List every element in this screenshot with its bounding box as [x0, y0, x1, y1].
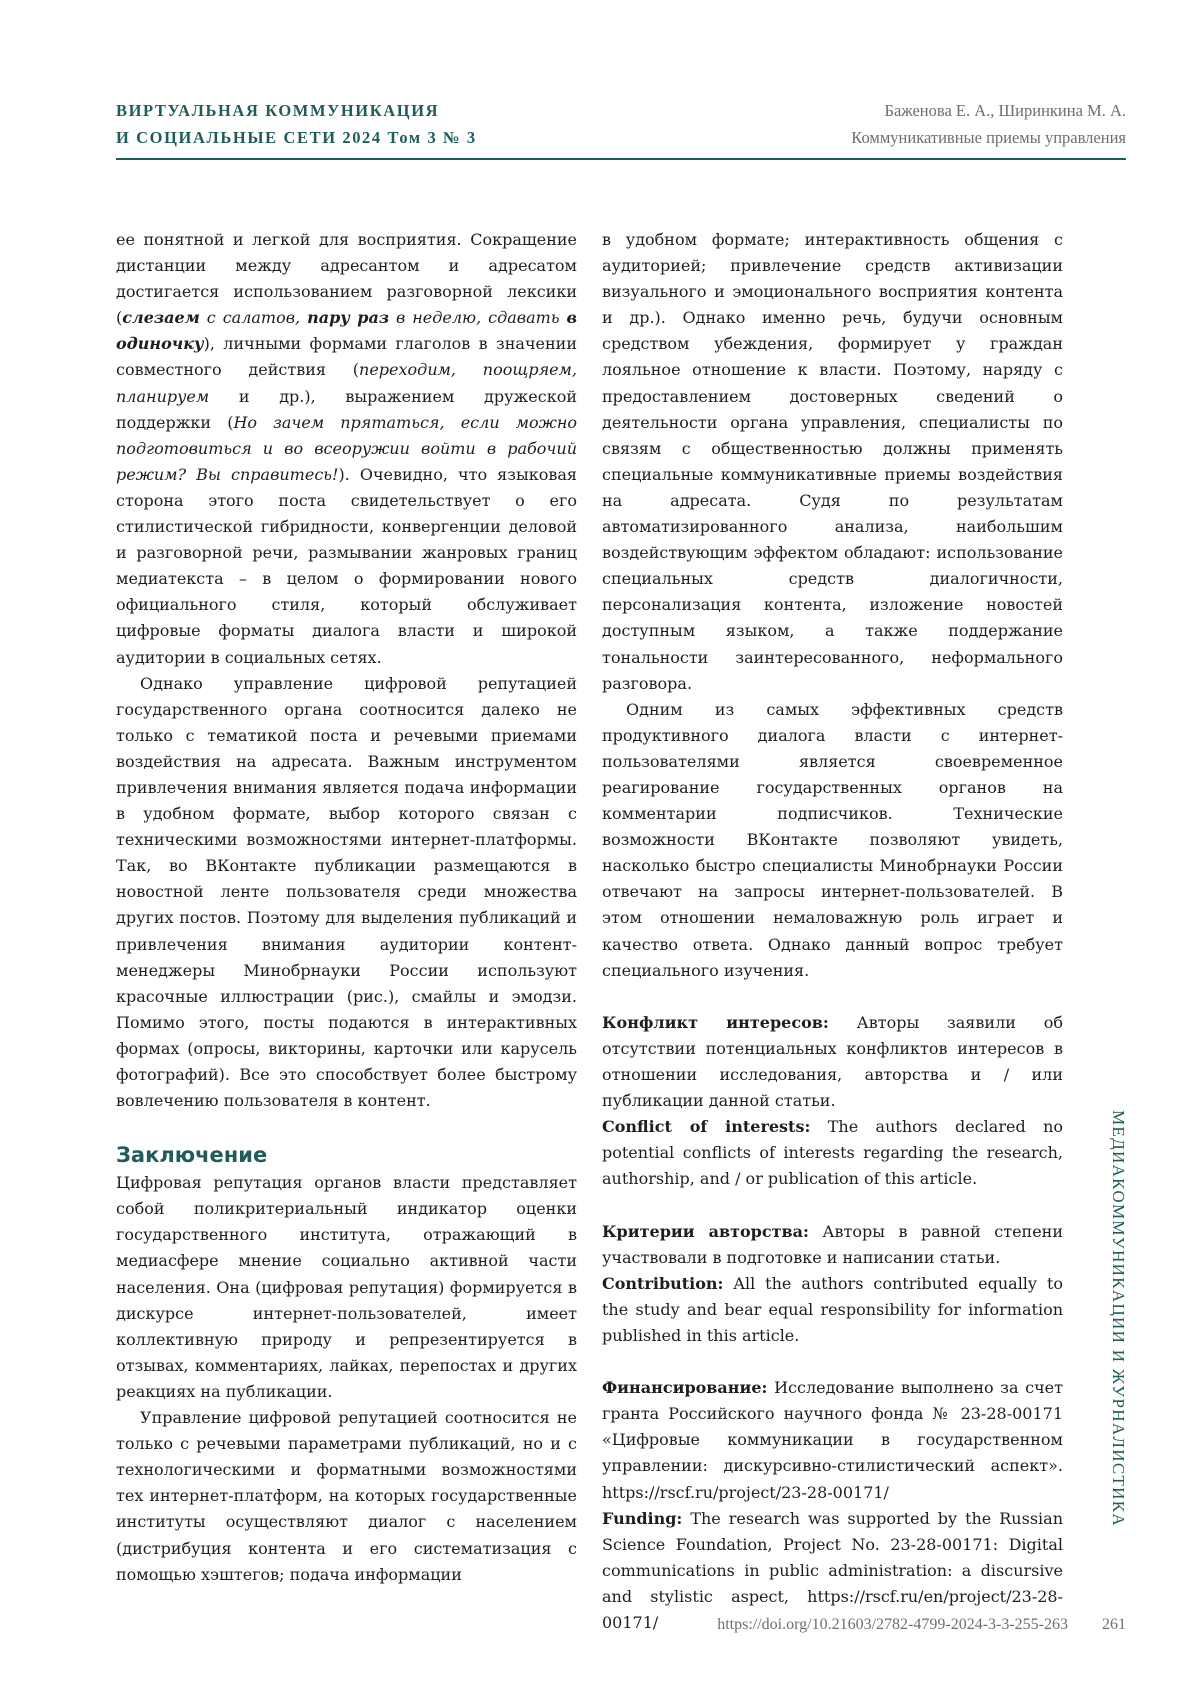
running-head — [686, 97, 1126, 151]
header-divider — [116, 158, 1126, 160]
journal-header — [116, 97, 636, 151]
paragraph: Одним из самых эффективных средств продуктивного диалога власти с интернет-пользователями является своевременное реагирование государственных органов на комментарии подписчиков. Технические возможности ВКонтакте позволяют увидеть, насколько быстро специалисты Минобрнауки России отвечают на запросы интернет-пользователей. В этом отношении немаловажную роль играет и качество ответа. Однако данный вопрос требует специального изучения. — [602, 699, 1063, 980]
text-run: ее понятной и легкой для восприятия. Сокращение дистанции между адресантом и адресатом достигается использованием разговорной лексики ( — [116, 230, 577, 328]
label: Funding: — [602, 1508, 683, 1528]
label: Conflict of interests: — [602, 1117, 811, 1137]
page-number: 261 — [1102, 1616, 1126, 1633]
paragraph: Управление цифровой репутацией соотносится не только с речевыми параметрами публикаций, но и с технологическими и форматными возможностями тех интернет-платформ, на которых государственные институты осуществляют диалог с населением (дистрибуция контента и его систематизация с помощью хэштегов; подача информации — [116, 1408, 577, 1584]
conflict-of-interest-ru — [602, 1010, 1063, 1114]
example-bold: слезаем — [122, 308, 200, 328]
example-italic: Но зачем прятаться, если можно подготовиться и во всеоружии войти в рабочий режим? Вы справитесь! — [116, 412, 578, 484]
doi-link[interactable]: https://doi.org/10.21603/2782-4799-2024-3-3-255-263 — [717, 1616, 1068, 1633]
left-column — [116, 227, 577, 1588]
text-run: и др.), выражением дружеской поддержки ( — [116, 386, 577, 432]
text-run: The authors declared no potential conflicts of interests regarding the research, authorship, and / or publication of this article. — [602, 1117, 1063, 1189]
section-heading-conclusion: Заключение — [116, 1143, 268, 1168]
label: Критерии авторства: — [602, 1221, 809, 1241]
authorship-criteria-ru — [602, 1219, 1063, 1271]
text-run: Исследование выполнено за счет гранта Российского научного фонда № 23-28-00171 «Цифровые коммуникации в государственном управлении: дискурсивно-стилистический аспект». https://rscf.ru/project/23-28-00171/ — [602, 1378, 1063, 1502]
paragraph: Однако управление цифровой репутацией государственного органа соотносится далеко не только с тематикой поста и речевыми приемами воздействия на адресата. Важным инструментом привлечения внимания является подача информации в удобном формате, выбор которого связан с техническими возможностями интернет-платформы. Так, во ВКонтакте публикации размещаются в новостной ленте пользователя среди множества других постов. Поэтому для выделения публикаций и привлечения внимания аудитории контент-менеджеры Минобрнауки России используют красочные иллюстрации (рис.), смайлы и эмодзи. Помимо этого, посты подаются в интерактивных формах (опросы, викторины, карточки или карусель фотографий). Все это способствует более быстрому вовлечению пользователя в контент. — [116, 673, 577, 1111]
section-side-label: МЕДИАКОММУНИКАЦИИ И ЖУРНАЛИСТИКА — [1109, 1110, 1128, 1527]
text-run: Авторы в равной степени участвовали в подготовке и написании статьи. — [602, 1221, 1064, 1267]
example-bold: в одиночку — [116, 308, 577, 354]
label: Конфликт интересов: — [602, 1012, 829, 1032]
running-head-title: Коммуникативные приемы управления — [851, 128, 1126, 147]
example-italic: с салатов, — [199, 308, 308, 328]
example-italic: переходим, поощряем, планируем — [116, 360, 577, 406]
text-run: ). Очевидно, что языковая сторона этого поста свидетельствует о его стилистической гибридности, конвергенции деловой и разговорной речи, размывании жанровых границ медиатекста – в целом о формировании нового официального стиля, который обслуживает цифровые форматы диалога власти и широкой аудитории в социальных сетях. — [116, 464, 578, 667]
text-run: The research was supported by the Russian Science Foundation, Project No. 23-28-00171: Digital communications in public administration: a discursive and stylistic aspect, https://rscf.ru/en/project/23-28-00171/ — [602, 1508, 1063, 1632]
journal-title-line-1: ВИРТУАЛЬНАЯ КОММУНИКАЦИЯ — [116, 101, 440, 120]
right-column — [602, 227, 1063, 1636]
paragraph: Цифровая репутация органов власти представляет собой поликритериальный индикатор оценки государственного института, отражающий в медиасфере мнение социально активной части населения. Она (цифровая репутация) формируется в дискурсе интернет-пользователей, имеет коллективную природу и репрезентируется в отзывах, комментариях, лайках, перепостах и других реакциях на публикации. — [116, 1173, 577, 1401]
journal-title-line-2: И СОЦИАЛЬНЫЕ СЕТИ 2024 Том 3 № 3 — [116, 128, 477, 147]
paragraph: в удобном формате; интерактивность общения с аудиторией; привлечение средств активизации визуального и эмоционального восприятия контента и др.). Однако именно речь, будучи основным средством убеждения, формирует у граждан лояльное отношение к власти. Поэтому, наряду с предоставлением достоверных сведений о деятельности органа управления, специалисты по связям с общественностью должны применять специальные коммуникативные приемы воздействия на адресата. Судя по результатам автоматизированного анализа, наибольшим воздействующим эффектом обладают: использование специальных средств диалогичности, персонализация контента, изложение новостей доступным языком, а также поддержание тональности заинтересованного, неформального разговора. — [602, 230, 1063, 693]
running-head-authors: Баженова Е. А., Ширинкина М. А. — [884, 101, 1126, 120]
example-italic: в неделю, сдавать — [389, 308, 567, 328]
conflict-of-interest-en — [602, 1114, 1063, 1192]
example-bold: пару раз — [307, 308, 390, 328]
label: Contribution: — [602, 1273, 724, 1293]
text-run: ), личными формами глаголов в значении совместного действия ( — [116, 334, 577, 380]
text-run: All the authors contributed equally to the study and bear equal responsibility for information published in this article. — [602, 1273, 1063, 1345]
paragraph — [116, 227, 577, 671]
contribution-en — [602, 1271, 1063, 1349]
funding-ru — [602, 1375, 1063, 1505]
label: Финансирование: — [602, 1378, 768, 1398]
text-run: Авторы заявили об отсутствии потенциальных конфликтов интересов в отношении исследования, авторства и / или публикации данной статьи. — [602, 1012, 1063, 1111]
